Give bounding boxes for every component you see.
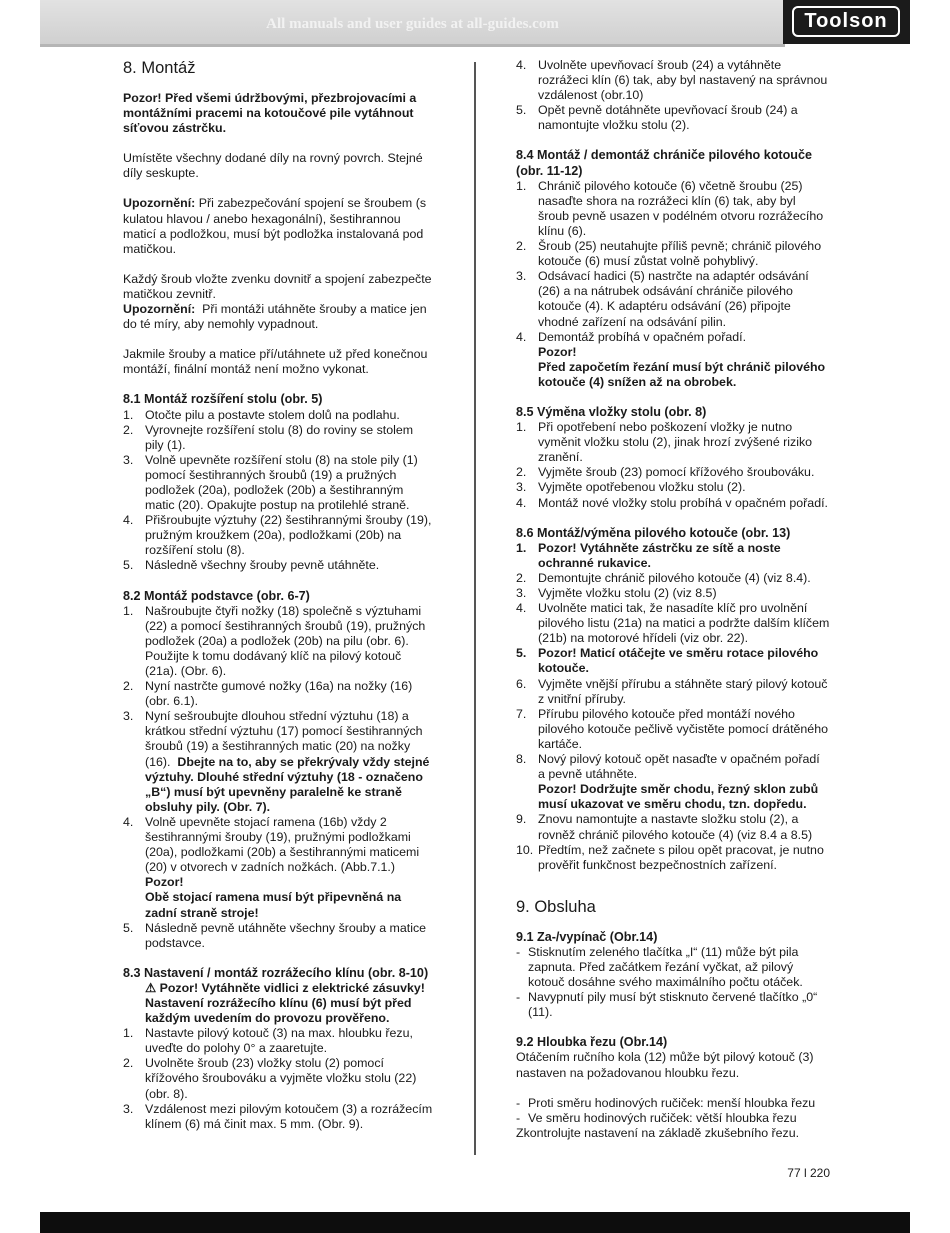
steps-list	[123, 1026, 435, 1132]
header-band	[40, 0, 785, 47]
list-item: 1. Pozor! Vytáhněte zástrčku ze sítě a noste ochranné rukavice.	[516, 540, 781, 570]
list-item: 1. Při opotřebení nebo poškození vložky je nutno vyměnit vložku stolu (2), jinak hrozí zvýšené riziko zranění.	[516, 420, 813, 465]
steps-list	[123, 604, 435, 951]
notice-text: Při zabezpečování spojení se šroubem (s kulatou hlavou / anebo hexagonální), šestihrannou maticí a podložkou, musí být podložka instalovaná pod matičkou.	[123, 196, 427, 256]
subsection-title: 8.5 Výměna vložky stolu (obr. 8)	[516, 404, 707, 419]
list-item: 1. Našroubujte čtyři nožky (18) společně s výztuhami (22) a pomocí šestihranných šroubů (19), pružných podložek (20a) a podložek (20b) na pilu (obr. 6). Použijte k tomu dodávaný klíč na pilový kotouč (21a). (Obr. 6).	[123, 603, 426, 678]
subsection-title: 8.6 Montáž/výměna pilového kotouče (obr. 13)	[516, 525, 791, 540]
notice-paragraph	[123, 196, 435, 256]
list-item: 5. Pozor! Maticí otáčejte ve směru rotace pilového kotouče.	[516, 646, 819, 676]
safety-warning: Pozor! Před všemi údržbovými, přezbrojovacími a montážními pracemi na kotoučové pile vytáhnout síťovou zástrčku.	[123, 91, 417, 136]
list-item: 4. Volně upevněte stojací ramena (16b) vždy 2 šestihrannými šrouby (19), pružnými podložkami (20a), podložkami (20b) a šestihrannými maticemi (20) v otvorech v zadních nožkách. (Abb.7.1.) Pozor! Obě stojací ramena musí být připevněná na zadní straně stroje!	[123, 814, 420, 920]
list-item: - Ve směru hodinových ručiček: větší hloubka řezu	[516, 1110, 797, 1125]
list-item: 4. Demontáž probíhá v opačném pořadí. Pozor! Před započetím řezání musí být chránič pilového kotouče (4) snížen až na obrobek.	[516, 329, 826, 389]
list-item: 2. Šroub (25) neutahujte příliš pevně; chránič pilového kotouče (6) musí zůstat volně pohyblivý.	[516, 239, 822, 269]
brand-logo	[783, 0, 910, 44]
subsection-title: 8.3 Nastavení / montáž rozrážecího klínu (obr. 8-10)	[123, 965, 429, 980]
subsection-title: 8.4 Montáž / demontáž chrániče pilového kotouče (obr. 11-12)	[516, 148, 813, 178]
check-paragraph: Zkontrolujte nastavení na základě zkušebního řezu.	[516, 1125, 800, 1140]
list-item: 3. Volně upevněte rozšíření stolu (8) na stole pily (1) pomocí šestihranných šroubů (19) a pružných podložek (20a), podložek (20b) a šestihranným matic (20). Opakujte postup na protilehlé straně.	[123, 452, 418, 513]
depth-paragraph: Otáčením ručního kola (12) může být pilový kotouč (3) nastaven na požadovanou hloubku řezu.	[516, 1050, 814, 1080]
steps-list	[123, 408, 435, 574]
list-item: 1. Nastavte pilový kotouč (3) na max. hloubku řezu, uveďte do polohy 0° a zaaretujte.	[123, 1026, 413, 1056]
intro-paragraph: Umístěte všechny dodané díly na rovný povrch. Stejné díly seskupte.	[123, 151, 423, 181]
list-item: 3. Odsávací hadici (5) nastrčte na adaptér odsávání (26) a na nátrubek odsávání chrániče pilového kotouče (4). K adaptéru odsávání (26) připojte vhodné zařízení na odsávání pilin.	[516, 269, 809, 329]
list-item: 3. Vyjměte vložku stolu (2) (viz 8.5)	[516, 586, 717, 600]
subsection-title: 8.1 Montáž rozšíření stolu (obr. 5)	[123, 392, 323, 407]
list-item: 4. Uvolněte upevňovací šroub (24) a vytáhněte rozrážeci klín (6) tak, aby byl nastavený na správnou vzdálenost (obr.10)	[516, 58, 828, 103]
steps-list	[516, 420, 830, 511]
list-item: 1. Otočte pilu a postavte stolem dolů na podlahu.	[123, 407, 400, 422]
notice-label: Upozornění:	[123, 196, 196, 211]
dash-list	[516, 945, 830, 1020]
section-title-montaz: 8. Montáž	[123, 59, 196, 77]
steps-list	[516, 58, 830, 133]
subsection-title: 9.2 Hloubka řezu (Obr.14)	[516, 1035, 668, 1050]
page-number: 77 l 220	[787, 1166, 830, 1180]
list-item: - Navypnutí pily musí být stisknuto červené tlačítko „0“ (11).	[516, 990, 818, 1020]
list-item: 5. Následně všechny šrouby pevně utáhněte.	[123, 558, 380, 573]
list-item: 1. Chránič pilového kotouče (6) včetně šroubu (25) nasaďte shora na rozrážeci klín (6) tak, aby byl šroub pevně usazen v podélném otvoru rozrážecího klínu (6).	[516, 178, 824, 238]
list-item: 8. Nový pilový kotouč opět nasaďte v opačném pořadí a pevně utáhněte. Pozor! Dodržujte směr chodu, řezný sklon zubů musí ukazovat ve směru chodu, tzn. dopředu.	[516, 752, 820, 812]
list-item: 3. Vzdálenost mezi pilovým kotoučem (3) a rozrážecím klínem (6) má činit max. 5 mm. (Obr. 9).	[123, 1101, 433, 1131]
left-column	[123, 58, 435, 1132]
steps-list	[516, 179, 830, 390]
warning-icon: ⚠	[145, 980, 157, 995]
subsection-title: 9.1 Za-/vypínač (Obr.14)	[516, 929, 658, 944]
watermark: All manuals and user guides at all-guides.com	[266, 16, 559, 32]
list-item: 10. Předtím, než začnete s pilou opět pracovat, je nutno prověřit funkčnost bezpečnostních zařízení.	[516, 842, 824, 872]
subsection-title: 8.2 Montáž podstavce (obr. 6-7)	[123, 588, 310, 603]
list-item: 3. Vyjměte opotřebenou vložku stolu (2).	[516, 480, 746, 495]
list-item: 4. Montáž nové vložky stolu probíhá v opačném pořadí.	[516, 495, 828, 510]
brand-logo-text: Toolson	[792, 6, 900, 37]
bolt-paragraph: Každý šroub vložte zvenku dovnitř a spojení zabezpečte matičkou zevnitř.	[123, 271, 432, 301]
list-item: 3. Nyní sešroubujte dlouhou střední výztuhu (18) a krátkou střední výztuhu (17) pomocí šestihranných šroubů (19) a šestihranných matic (20) na nožky (16). Dbejte na to, aby se překrývaly vždy stejné výztuhy. Dlouhé střední výztuhy (18 - označeno „B“) musí být upevněny paralelně ke straně obsluhy pily. (Obr. 7).	[123, 709, 430, 814]
notice-text: Při montáži utáhněte šrouby a matice jen do té míry, aby nemohly vypadnout.	[123, 302, 427, 332]
list-item: 5. Opět pevně dotáhněte upevňovací šroub (24) a namontujte vložku stolu (2).	[516, 103, 798, 133]
column-divider	[474, 62, 476, 1155]
list-item: 2. Uvolněte šroub (23) vložky stolu (2) pomocí křížového šroubováku a vyjměte vložku stolu (22) (obr. 8).	[123, 1056, 417, 1101]
list-item: 2. Nyní nastrčte gumové nožky (16a) na nožky (16) (obr. 6.1).	[123, 679, 413, 709]
list-item: 9. Znovu namontujte a nastavte složku stolu (2), a rovněž chránič pilového kotouče (4) (viz 8.4 a 8.5)	[516, 812, 813, 842]
list-item: 4. Přišroubujte výztuhy (22) šestihrannými šrouby (19), pružným kroužkem (20a), podložkami (20b) na rozšíření stolu (8).	[123, 513, 432, 558]
electrical-warning: ⚠ Pozor! Vytáhněte vidlici z elektrické zásuvky! Nastavení rozrážecího klínu (6) musí být před každým uvedením do provozu prověřeno.	[145, 980, 425, 1026]
right-column	[516, 58, 830, 1141]
list-item: - Stisknutím zeleného tlačítka „I“ (11) může být pila zapnuta. Před začátkem řezání vyčkat, až pilový kotouč dosáhne svého maximálního počtu otáček.	[516, 944, 803, 990]
section-title-obsluha: 9. Obsluha	[516, 897, 596, 916]
list-item: 2. Vyrovnejte rozšíření stolu (8) do roviny se stolem pily (1).	[123, 422, 414, 452]
steps-list	[516, 541, 830, 873]
final-assembly-paragraph: Jakmile šrouby a matice pří/utáhnete už před konečnou montáží, finální montáž není možno vykonat.	[123, 347, 428, 377]
list-item: - Proti směru hodinových ručiček: menší hloubka řezu	[516, 1095, 816, 1110]
footer-band	[40, 1212, 910, 1233]
list-item: 6. Vyjměte vnější přírubu a stáhněte starý pilový kotouč z vnitřní příruby.	[516, 676, 828, 706]
notice-paragraph	[123, 302, 435, 332]
list-item: 5. Následně pevně utáhněte všechny šrouby a matice podstavce.	[123, 920, 427, 950]
list-item: 4. Uvolněte matici tak, že nasadíte klíč pro uvolnění pilového listu (21a) na matici a podržte dalším klíčem (21b) na motorové hřídeli (viz obr. 22).	[516, 601, 830, 646]
list-item: 7. Přírubu pilového kotouče před montáží nového pilového kotouče pečlivě vyčistěte pomocí drátěného kartáče.	[516, 706, 828, 751]
list-item: 2. Vyjměte šroub (23) pomocí křížového šroubováku.	[516, 465, 815, 480]
list-item: 2. Demontujte chránič pilového kotouče (4) (viz 8.4).	[516, 570, 811, 585]
dash-list	[516, 1096, 830, 1126]
notice-label: Upozornění:	[123, 302, 196, 317]
